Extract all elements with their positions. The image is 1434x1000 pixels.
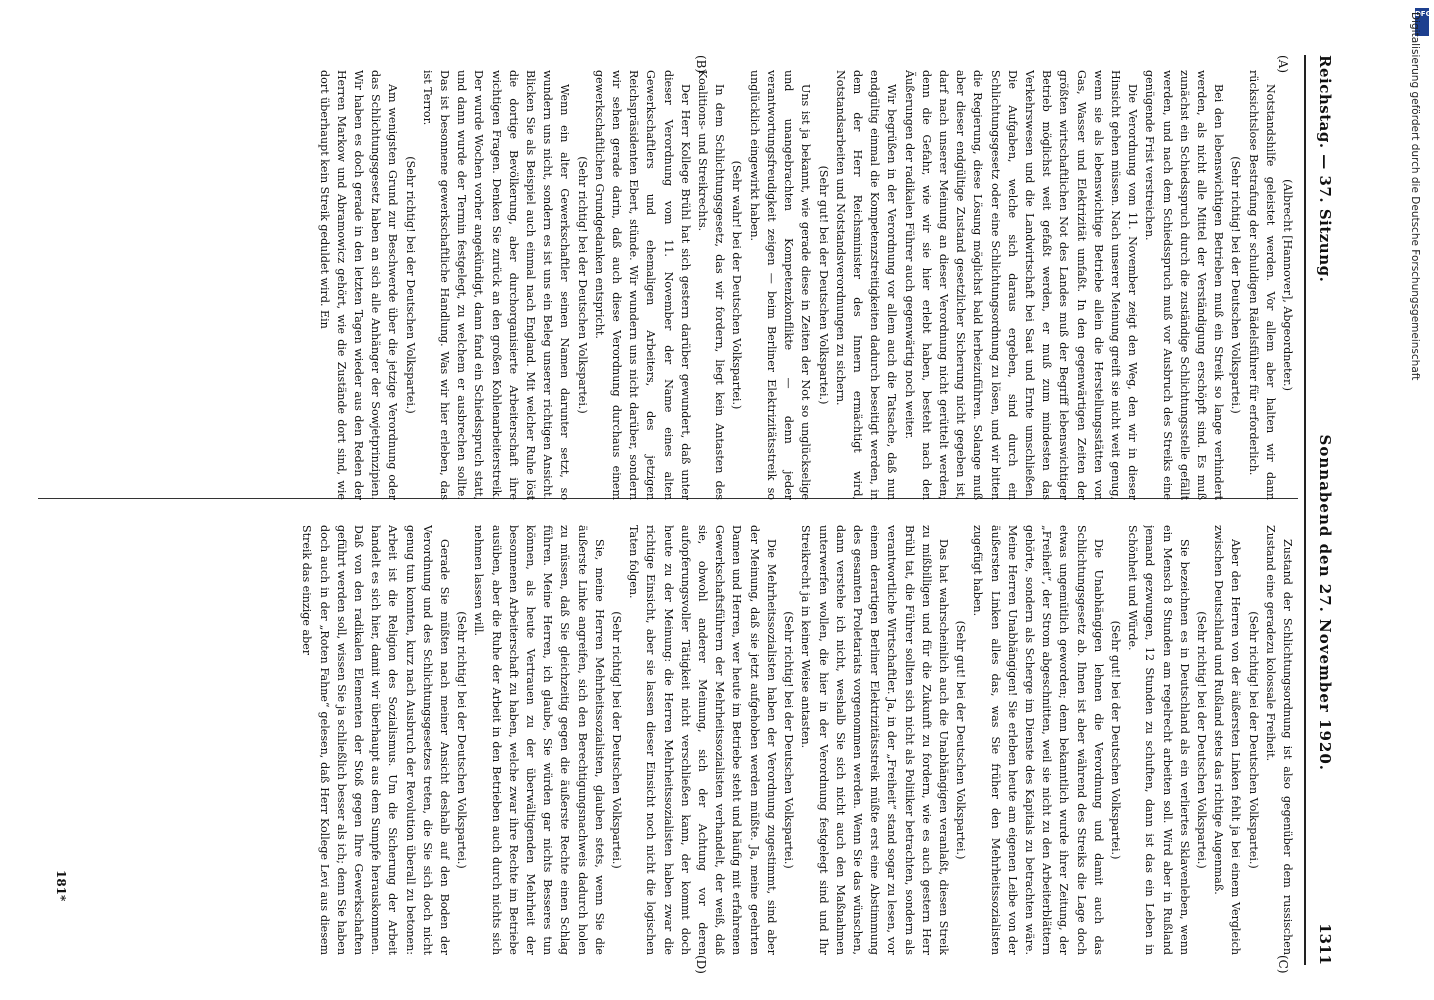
paragraph: Aber den Herren von der äußersten Linken fehlt ja bei einem Vergleich zwischen Deutschland und Rußland stets das richtige Augenmaß. <box>1212 525 1243 955</box>
header-session: Reichstag. — 37. Sitzung. <box>1316 55 1334 283</box>
interjection: (Sehr gut! bei der Deutschen Volkspartei.) <box>954 620 968 860</box>
margin-mark-a: (A) <box>1276 55 1290 74</box>
paragraph: Sie, meine Herren Mehrheitssozialisten, glauben stets, wenn Sie die äußerste Linke angreifen, sich den Berechtigungsnachweis dadurch holen zu müssen, daß Sie gleichzeitig gegen die äußerste Rechte einen Schlag führen. Meine Herren, ich glaube, Sie würden gar nichts Besseres tun können, als heute Vertrauen zu der überwältigenden Mehrheit der besonnenen Arbeiterschaft zu haben, welche zwar ihre Rechte im Betriebe ausüben, aber die Ruhe der Arbeit in den Betrieben auch durch nichts sich nehmen lassen will. <box>472 525 606 955</box>
margin-mark-b: (B) <box>694 55 708 74</box>
interjection: (Sehr richtig! bei der Deutschen Volkspartei.) <box>403 156 417 414</box>
paragraph: Notstandshilfe geleistet werden. Vor allem aber halten wir dann rücksichtslose Bestrafung der schuldigen Rädelsführer für erforderlich. <box>1246 70 1277 500</box>
paragraph: Uns ist ja bekannt, wie gerade diese in Zeiten der Not so unglückselige und unangebrachten Kompetenzkonflikte — denn jeder verantwortungsfreudigkeit zeigen — beim Berliner Elektrizitätsstreik so unglücklich eingewirkt haben. <box>747 70 813 500</box>
paragraph: Die Verordnung vom 11. November zeigt den Weg, den wir in dieser Hinsicht gehen müssen. Nach unserer Meinung greift sie nicht weit genug, wenn sie als lebenswichtige Betriebe allein die Herstellungsstätten von Gas, Wasser und Elektrizität umfaßt. In den gegenwärtigen Zeiten der größten wirtschaftlichen Not des Landes muß der Begriff lebenswichtiger Betrieb möglichst weit gefaßt werden, er muß zum mindesten das Verkehrswesen und die Landwirtschaft bei Saat und Ernte umschließen. Die Aufgaben, welche sich daraus ergeben, sind durch ein Schlichtungsgesetz oder eine Schlichtungsordnung zu lösen, und wir bitten die Regierung, diese Lösung möglichst bald herbeizuführen. Solange muß aber dieser endgültige Zustand gesetzlicher Sicherung nicht gegeben ist, darf nach unserer Meinung an dieser Verordnung nicht gerüttelt werden; denn die Gefahr, wie wir sie hier erlebt haben, besteht nach den Äußerungen der radikalen Führer auch gegenwärtig noch weiter. <box>902 70 1140 500</box>
digitization-note: Digitalisierung gefördert durch die Deutsche Forschungsgemeinschaft <box>1409 12 1421 381</box>
header-date: Sonnabend den 27. November 1920. <box>1316 434 1334 772</box>
interjection: (Sehr gut! bei der Deutschen Volkspartei.) <box>1108 620 1122 860</box>
interjection: (Sehr richtig! bei der Deutschen Volkspartei.) <box>575 156 589 414</box>
paragraph: Die Unabhängigen lehnen die Verordnung und damit auch das Schlichtungsgesetz ab. Ihnen ist aber während des Streiks die Lage doch etwas ungemütlich geworden; denn bekanntlich wurde ihrer Zeitung, der „Freiheit“, der Strom abgeschnitten, weil sie nicht zu den Arbeiterblättern gehörte, sondern als Scherge im Dienste des Kapitals zu betrachten wäre. Meine Herren Unabhängigen! Sie erleben heute am eigenen Leibe von der äußersten Linken alles das, was Sie früher den Mehrheitssozialisten zugefügt haben. <box>971 525 1105 955</box>
right-text-column <box>46 525 1296 955</box>
left-text-column <box>46 70 1296 500</box>
interjection: (Sehr richtig! bei der Deutschen Volkspartei.) <box>610 611 624 869</box>
paragraph: Wir begrüßen in der Verordnung vor allem auch die Tatsache, daß nun endgültig einmal die Kompetenzstreitigkeiten dadurch beseitigt werden, in dem der Herr Reichsminister des Innern ermächtigt wird, Notstandsarbeiten und Notstandsverordnungen zu sichern. <box>833 70 899 500</box>
signature-mark: 181* <box>54 870 68 902</box>
interjection: (Sehr richtig! bei der Deutschen Volkspartei.) <box>1246 611 1260 869</box>
dfg-logo: DFG <box>1415 8 1429 36</box>
interjection: (Sehr gut! bei der Deutschen Volkspartei.) <box>816 165 830 405</box>
paragraph: In dem Schlichtungsgesetz, das wir fordern, liegt kein Antasten des Koalitions- und Streikrechts. <box>696 70 727 500</box>
paragraph: Der Herr Kollege Brühl hat sich gestern darüber gewundert, daß unter dieser Verordnung vom 11. November der Name eines alten Gewerkschaftlers und ehemaligen Arbeiters, des jetzigen Reichspräsidenten Ebert, stünde. Wir wundern uns nicht darüber, sondern wir sehen gerade darin, daß auch diese Verordnung durchaus einem gewerkschaftlichen Grundgedanken entspricht. <box>592 70 692 500</box>
paragraph: Zustand der Schlichtungsordnung ist also gegenüber dem russischen Zustand eine geradezu kolossale Freiheit. <box>1263 525 1294 955</box>
interjection: (Albrecht [Hannover], Abgeordneter.) <box>1281 179 1294 391</box>
interjection: (Sehr richtig! bei der Deutschen Volkspartei.) <box>1194 611 1208 869</box>
margin-mark-c: (C) <box>1276 955 1290 974</box>
paragraph: Wenn ein alter Gewerkschaftler seinen Namen darunter setzt, so wundern uns nicht, sondern es ist uns ein Beleg unserer richtigen Ansicht. Blicken Sie als Beispiel auch einmal nach England. Mit welcher Ruhe löst die dortige Bevölkerung, aber durchorganisierte Arbeiterschaft ihre wichtigen Fragen. Denken Sie zurück an den großen Kohlenarbeiterstreik. Der wurde Wochen vorher angekündigt, dann fand ein Schiedsspruch statt, und dann wurde der Termin festgelegt, zu welchem er ausbrechen sollte. Das ist besonnene gewerkschaftliche Handlung. Was wir hier erleben, das ist Terror. <box>420 70 572 500</box>
interjection: (Sehr wahr! bei der Deutschen Volkspartei.) <box>730 160 744 410</box>
paragraph: Die Mehrheitssozialisten haben der Verordnung zugestimmt, sind aber der Meinung, daß sie jetzt aufgehoben werden müßte. Ja, meine geehrten Damen und Herren, wer heute im Betriebe steht und häufig mit erfahrenen Gewerkschaftsführern der Mehrheitssozialisten verhandelt, der weiß, daß sie, obwohl anderer Meinung, sich der Achtung vor deren aufopferungsvoller Tätigkeit nicht verschließen kann, der kommt doch heute zu der Meinung: die Herren Mehrheitssozialisten haben zwar die richtige Einsicht, aber sie lassen dieser Einsicht noch nicht die logischen Taten folgen. <box>627 525 778 955</box>
page-number: 1311 <box>1316 923 1334 965</box>
header-rule <box>1304 55 1306 965</box>
page-header <box>1310 55 1340 965</box>
paragraph: Gerade Sie müßten nach meiner Ansicht deshalb auf den Boden der Verordnung und des Schlichtungsgesetzes treten, die Sie sich doch nicht genug tun konnten, kurz nach Ausbruch der Revolution überall zu betonen: Arbeit ist die Religion des Sozialismus. Um die Sicherung der Arbeit handelt es sich hier, damit wir überhaupt aus dem Sumpfe herauskommen. Daß von den radikalen Elementen der Stoß gegen Ihre Gewerkschaften geführt werden soll, wissen Sie ja schließlich besser als ich; denn Sie haben doch auch in der „Roten Fahne“ gelesen, daß Herr Kollege Levi aus diesem Streik das einzige aber <box>300 525 452 955</box>
interjection: (Sehr richtig! bei der Deutschen Volkspartei.) <box>1229 156 1243 414</box>
interjection: (Sehr richtig! bei der Deutschen Volkspartei.) <box>782 611 796 869</box>
paragraph: Sie bezeichnen es in Deutschland als ein verliertes Sklavenleben, wenn ein Mensch 8 Stunden am regelrecht arbeiten soll. Wird aber in Rußland jemand gezwungen, 12 Stunden zu schuften, dann ist das ein Leben in Schönheit und Würde. <box>1126 525 1191 955</box>
paragraph: Das hat wahrscheinlich auch die Unabhängigen veranlaßt, diesen Streik zu mißbilligen und für die Zukunft zu fordern, wie es auch gestern Herr Brühl tat, die Führer sollten sich nicht als Politiker betrachten, sondern als verantwortliche Wirtschaftler. Ja, in der „Freiheit“ stand sogar zu lesen, vor einem derartigen Berliner Elektrizitätsstreik müßte erst eine Abstimmung des gesamten Proletariats vorgenommen werden. Wenn Sie das wünschen, dann verstehe ich nicht, weshalb Sie sich nicht auch den Maßnahmen unterwerfen wollen, die hier in der Verordnung festgelegt sind und Ihr Streikrecht ja in keiner Weise antasten. <box>799 525 950 955</box>
paragraph: Am wenigsten Grund zur Beschwerde über die jetzige Verordnung oder das Schlichtungsgesetz haben an sich alle Anhänger der Sowjetprinzipien. Wir haben es doch gerade in den letzten Tagen wieder aus den Reden der Herren Markow und Abramowicz gehört, wie die Zustände dort sind, wie dort überhaupt kein Streik geduldet wird. Ein <box>317 70 400 500</box>
paragraph: Bei den lebenswichtigen Betrieben muß ein Streik so lange verhindert werden, als nicht alle Mittel der Verständigung erschöpft sind. Es muß zunächst ein Schiedsspruch durch die zuständige Schlichtungsstelle gefällt werden, und nach dem Schiedsspruch muß vor Ausbruch des Streiks eine genügende Frist verstreichen. <box>1143 70 1226 500</box>
margin-mark-d: (D) <box>694 955 708 974</box>
interjection: (Sehr richtig! bei der Deutschen Volkspartei.) <box>455 611 469 869</box>
